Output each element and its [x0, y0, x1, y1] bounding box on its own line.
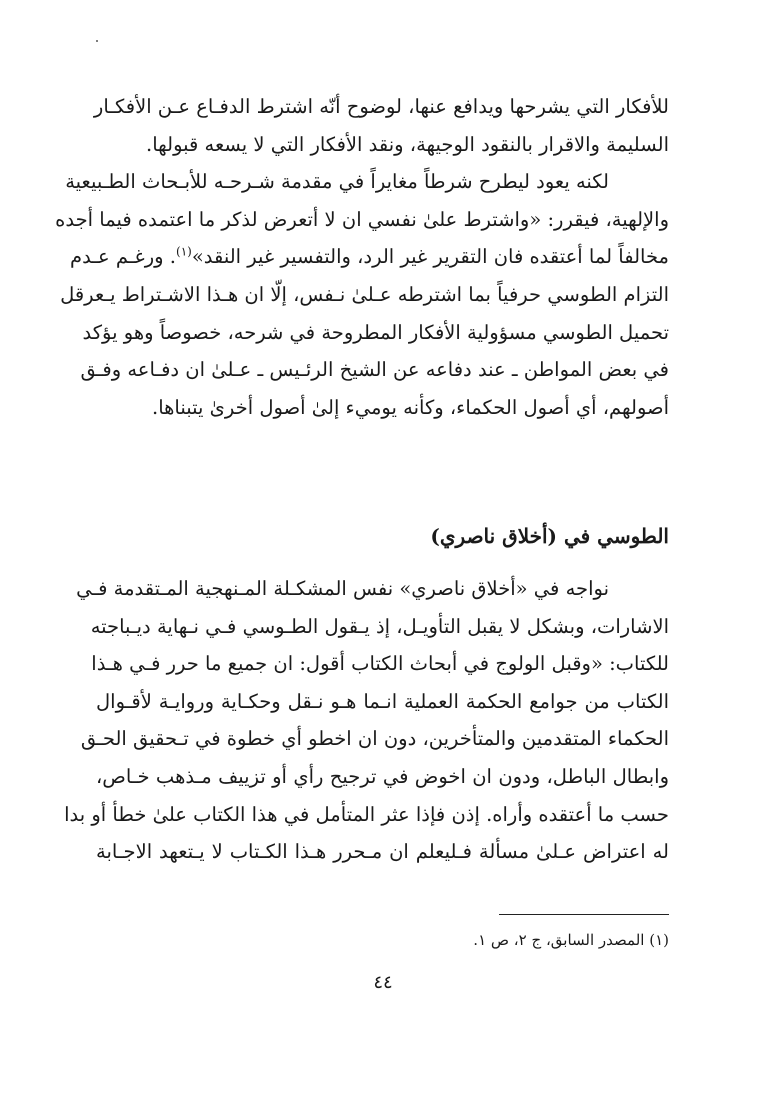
paragraph-1: [93, 88, 669, 163]
text-line: الاشارات، وبشكل لا يقبل التأويـل، إذ يـقول الطـوسي فـي نـهاية ديـباجته: [90, 614, 669, 638]
text-line: في بعض المواطن ـ عند دفاعه عن الشيخ الرئـيس ـ عـلىٰ ان دفـاعه وفـق: [80, 358, 669, 382]
page-body: [55, 88, 669, 949]
text-line: وابطال الباطل، ودون ان اخوض في ترجيح رأي أو تزييف مـذهب خـاص،: [96, 764, 669, 788]
text-line: له اعتراض عـلىٰ مسألة فـليعلم ان مـحرر هـذا الكـتاب لا يـتعهد الاجـابة: [96, 840, 669, 864]
text-line: حسب ما أعتقده وأراه. إذن فإذا عثر المتأمل في هذا الكتاب علىٰ خطأ أو بدا: [64, 802, 669, 826]
text-line: نواجه في «أخلاق ناصري» نفس المشكـلة المـنهجية المـتقدمة فـي: [76, 577, 609, 600]
text-line: أصولهم، أي أصول الحكماء، وكأنه يوميء إلىٰ أصول أخرىٰ يتبناها.: [152, 395, 669, 419]
text-fragment: . ورغـم عـدم: [70, 245, 176, 269]
text-line-with-footnote: [70, 238, 669, 276]
text-line: تحميل الطوسي مسؤولية الأفكار المطروحة في شرحه، خصوصاً وهو يؤكد: [82, 320, 669, 344]
footnote: (١) المصدر السابق، ج ٢، ص ١.: [473, 931, 669, 949]
text-line: التزام الطوسي حرفياً بما اشترطه عـلىٰ نـفس، إلّا ان هـذا الاشـتراط يـعرقل: [60, 282, 669, 306]
text-line: الحكماء المتقدمين والمتأخرين، دون ان اخطو أي خطوة في تـحقيق الحـق: [80, 727, 669, 751]
text-line: والإلهية، فيقرر: «واشترط علىٰ نفسي ان لا أتعرض لذكر ما اعتمده فيما أجده: [55, 207, 669, 231]
text-line: للكتاب: «وقبل الولوج في أبحاث الكتاب أقول: ان جميع ما حرر فـي هـذا: [91, 652, 669, 676]
paragraph-2: [55, 163, 669, 426]
text-line: السليمة والاقرار بالنقود الوجيهة، ونقد الأفكار التي لا يسعه قبولها.: [146, 132, 669, 156]
page-number: ٤٤: [373, 972, 393, 993]
section-heading: الطوسي في (أخلاق ناصري): [430, 524, 669, 548]
text-line: للأفكار التي يشرحها ويدافع عنها، لوضوح أنّه اشترط الدفـاع عـن الأفكـار: [93, 95, 669, 118]
scan-speck: [96, 40, 98, 42]
text-fragment: مخالفاً لما أعتقده فان التقرير غير الرد، والتفسير غير النقد»: [191, 245, 669, 269]
text-line: الكتاب من جوامع الحكمة العملية انـما هـو نـقل وحكـاية وروايـة لأقـوال: [96, 689, 669, 713]
footnote-divider: [499, 914, 669, 915]
paragraph-3: [64, 570, 669, 871]
text-line: لكنه يعود ليطرح شرطاً مغايراً في مقدمة شـرحـه للأبـحاث الطـبيعية: [65, 170, 609, 194]
footnote-ref: (١): [176, 244, 192, 259]
